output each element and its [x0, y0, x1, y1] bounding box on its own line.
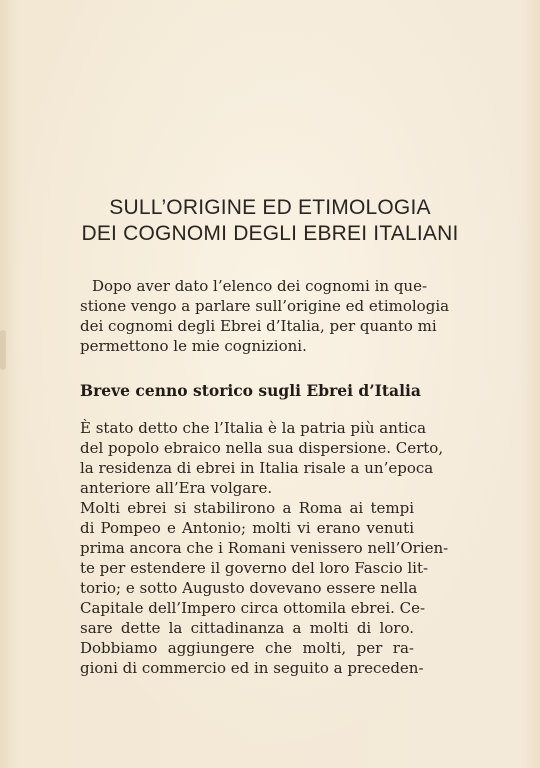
section-heading: Breve cenno storico sugli Ebrei d’Italia [80, 381, 421, 400]
body-line: È stato detto che l’Italia è la patria più antica [80, 419, 427, 437]
body-line: torio; e sotto Augusto dovevano essere nella [80, 579, 418, 597]
body-line: sare dette la cittadinanza a molti di loro. [80, 619, 414, 637]
chapter-title-line-2: DEI COGNOMI DEGLI EBREI ITALIANI [81, 222, 459, 245]
body-line: gioni di commercio ed in seguito a preceden- [80, 659, 424, 677]
body-line: Molti ebrei si stabilirono a Roma ai tempi [80, 499, 414, 517]
intro-line: Dopo aver dato l’elenco dei cognomi in que- [92, 277, 428, 295]
intro-line: permettono le mie cognizioni. [80, 337, 307, 355]
body-line: te per estendere il governo del loro Fascio lit- [80, 559, 429, 577]
body-line: prima ancora che i Romani venissero nell’Orien- [80, 539, 449, 557]
body-line: anteriore all’Era volgare. [80, 479, 273, 497]
page-stain [0, 330, 6, 370]
body-line: Dobbiamo aggiungere che molti, per ra- [80, 639, 414, 657]
chapter-title-line-1: SULL’ORIGINE ED ETIMOLOGIA [109, 196, 431, 219]
body-line: del popolo ebraico nella sua dispersione. Certo, [80, 439, 444, 457]
body-line: la residenza di ebrei in Italia risale a un’epoca [80, 459, 434, 477]
intro-line: dei cognomi degli Ebrei d’Italia, per quanto mi [80, 317, 437, 335]
body-line: di Pompeo e Antonio; molti vi erano venuti [80, 519, 414, 537]
body-line: Capitale dell’Impero circa ottomila ebrei. Ce- [80, 599, 426, 617]
intro-line: stione vengo a parlare sull’origine ed etimologia [80, 297, 450, 315]
